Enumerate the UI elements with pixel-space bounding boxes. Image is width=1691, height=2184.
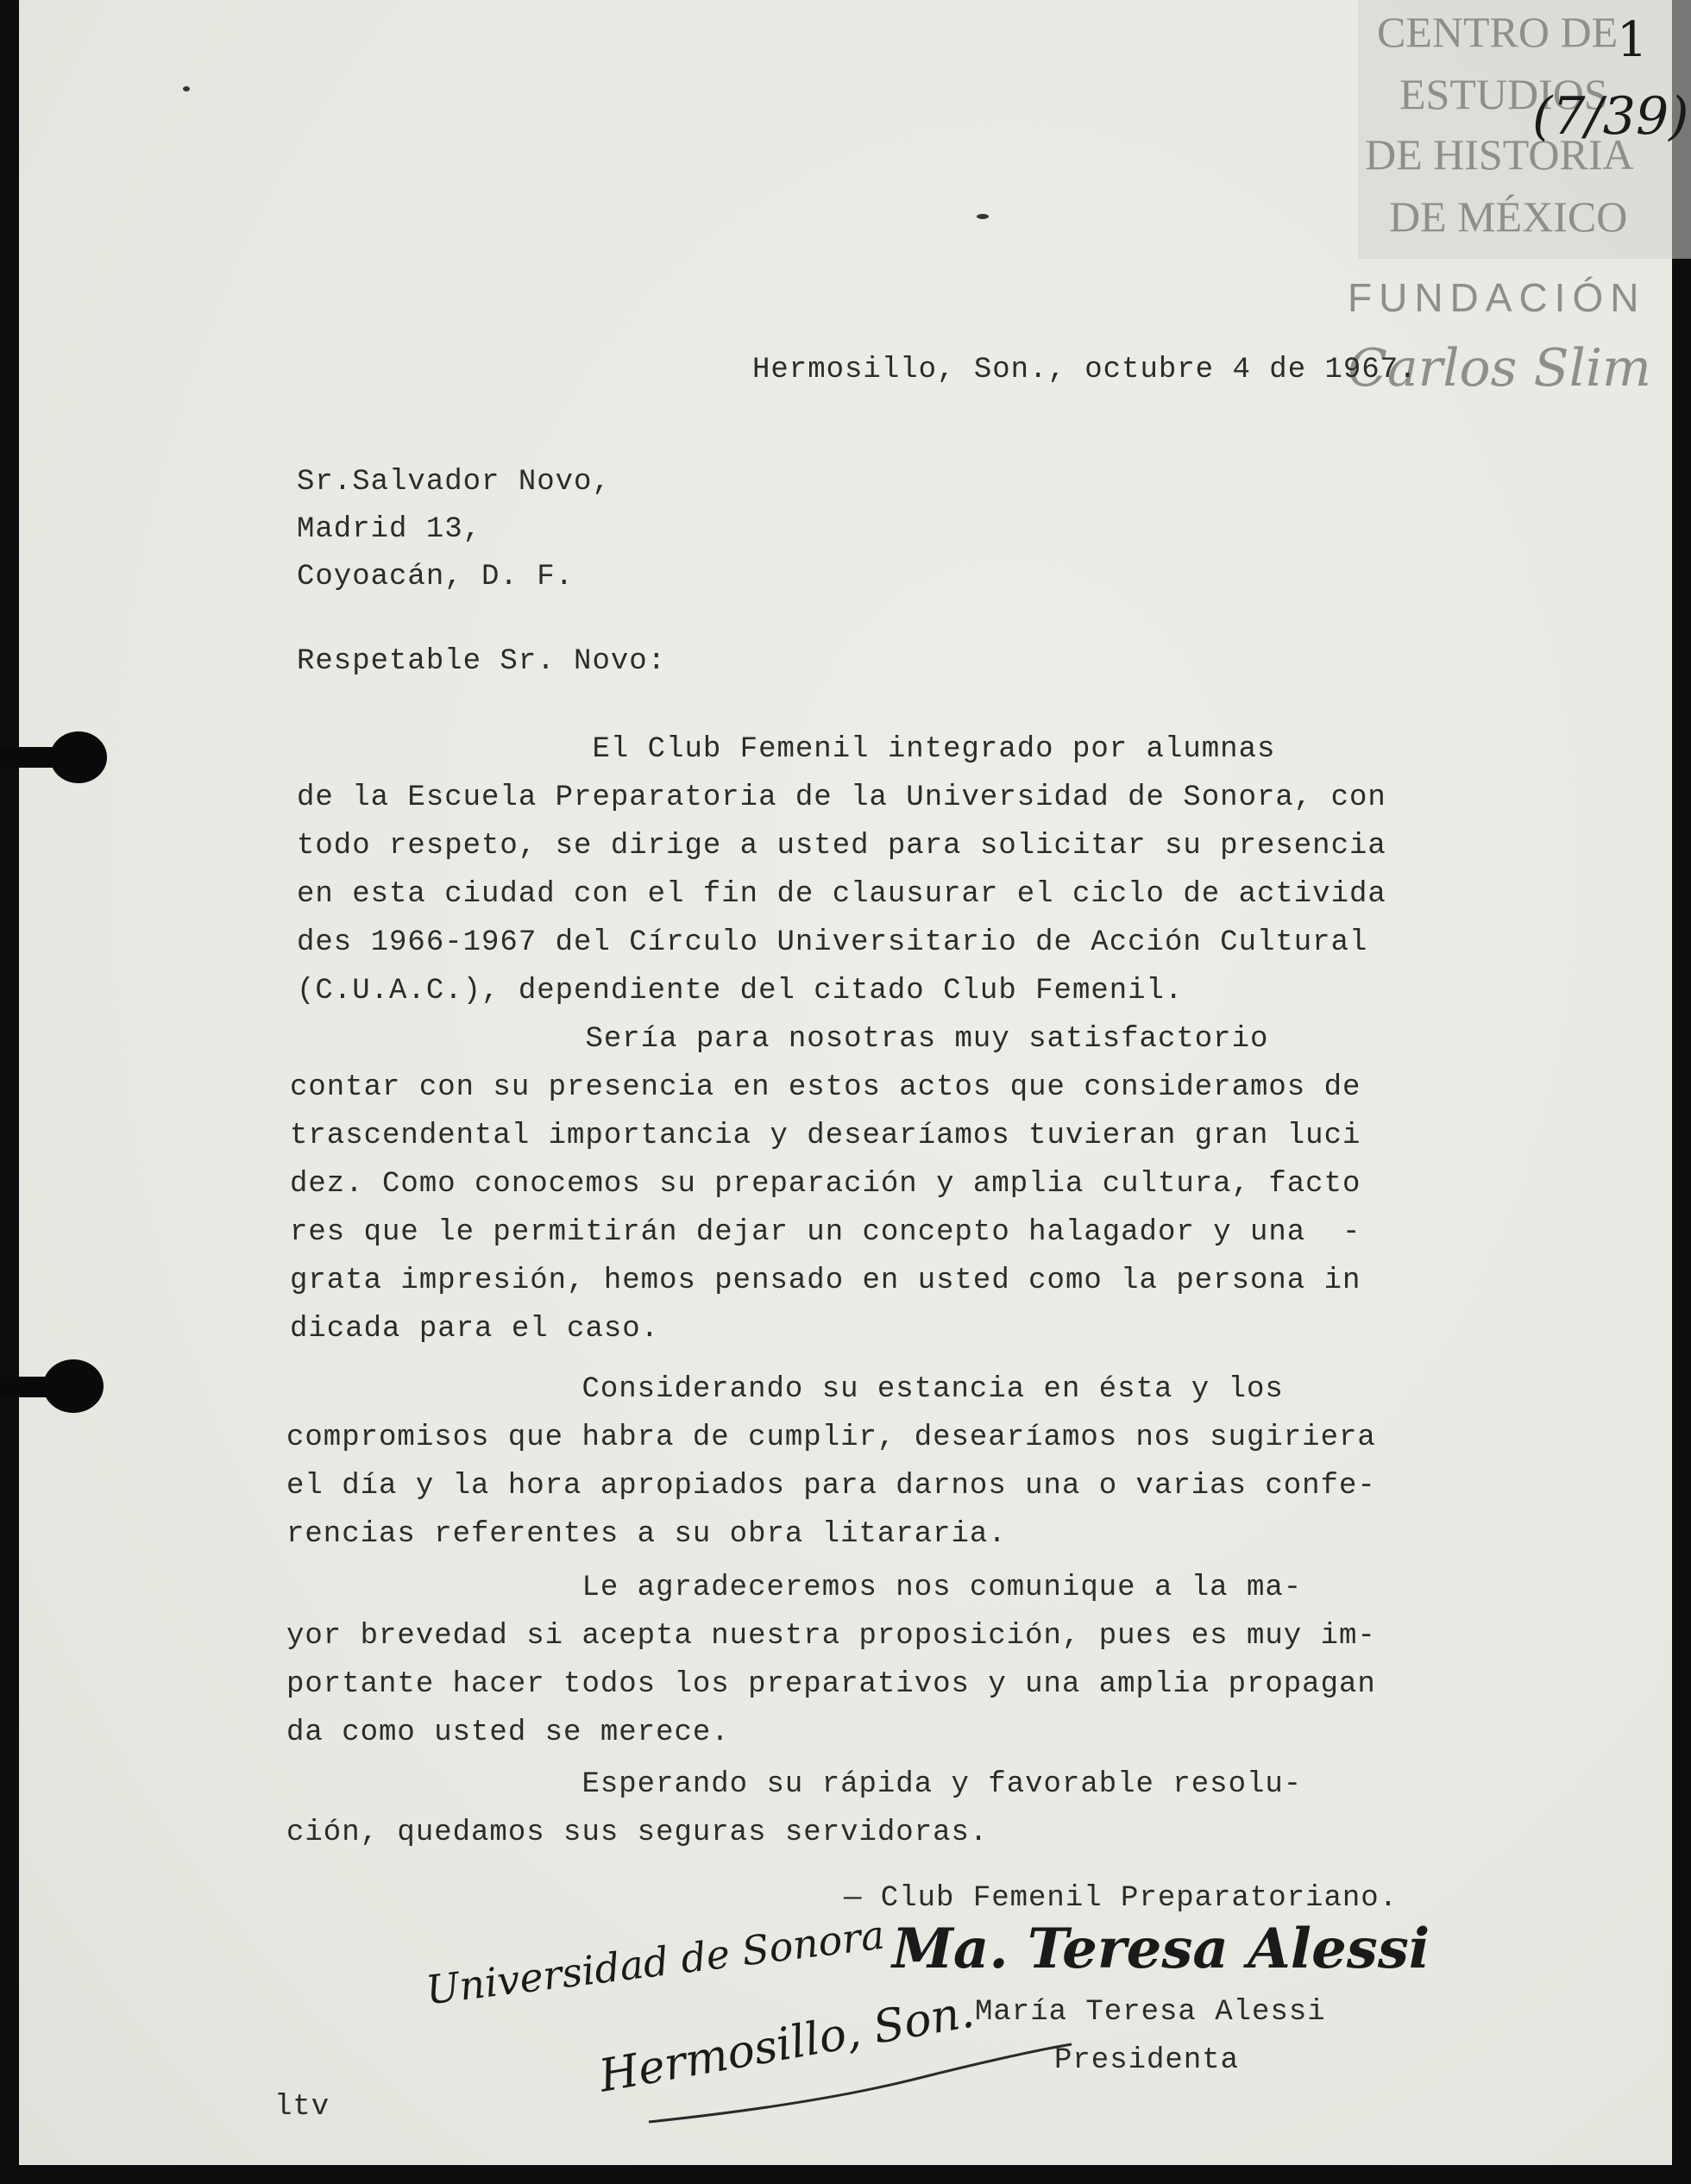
- body-line: trascendental importancia y desearíamos tuvieran gran luci: [290, 1120, 1361, 1152]
- folio-number: (7/39): [1532, 86, 1689, 147]
- body-line: res que le permitirán dejar un concepto halagador y una -: [290, 1216, 1361, 1249]
- body-line: rencias referentes a su obra litararia.: [286, 1518, 1007, 1551]
- stamp-line-2: ESTUDIOS: [1399, 70, 1608, 118]
- body-line: compromisos que habra de cumplir, desearíamos nos sugiriera: [286, 1421, 1376, 1454]
- salutation: Respetable Sr. Novo:: [297, 645, 667, 678]
- body-line: el día y la hora apropiados para darnos una o varias confe-: [286, 1470, 1376, 1503]
- body-line: des 1966-1967 del Círculo Universitario de Acción Cultural: [297, 926, 1368, 959]
- body-line: Considerando su estancia en ésta y los: [286, 1373, 1284, 1406]
- letter-page: [19, 0, 1689, 2165]
- body-line: grata impresión, hemos pensado en usted como la persona in: [290, 1265, 1361, 1297]
- stamp-signature: Carlos Slim: [1348, 338, 1651, 399]
- body-line: en esta ciudad con el fin de clausurar el ciclo de activida: [297, 878, 1386, 911]
- typist-initials: ltv: [274, 2091, 330, 2124]
- closing-org: — Club Femenil Preparatoriano.: [844, 1882, 1399, 1915]
- body-line: contar con su presencia en estos actos que consideramos de: [290, 1071, 1361, 1104]
- punch-hole-tab: [0, 747, 60, 768]
- body-line: Sería para nosotras muy satisfactorio: [290, 1023, 1269, 1056]
- body-line: ción, quedamos sus seguras servidoras.: [286, 1817, 989, 1849]
- body-line: todo respeto, se dirige a usted para solicitar su presencia: [297, 830, 1386, 863]
- recipient-street: Madrid 13,: [297, 513, 482, 546]
- body-line: El Club Femenil integrado por alumnas: [297, 733, 1276, 766]
- body-line: Le agradeceremos nos comunique a la ma-: [286, 1572, 1303, 1604]
- handwritten-underline-stroke: [640, 2036, 1089, 2131]
- body-line: Esperando su rápida y favorable resolu-: [286, 1768, 1303, 1801]
- handwritten-signature: Ma. Teresa Alessi: [892, 1917, 1430, 1981]
- stamp-line-3: DE HISTORIA: [1365, 130, 1634, 179]
- stamp-line-1: CENTRO DE: [1377, 8, 1619, 56]
- stamp-line-4: DE MÉXICO: [1389, 192, 1628, 241]
- handwritten-note-university: Universidad de Sonora: [423, 1911, 888, 2014]
- body-line: (C.U.A.C.), dependiente del citado Club Femenil.: [297, 975, 1184, 1007]
- signer-title: Presidenta: [1054, 2044, 1240, 2077]
- handwritten-note-city: Hermosillo, Son.: [595, 1986, 978, 2103]
- body-line: portante hacer todos los preparativos y una amplia propagan: [286, 1668, 1376, 1701]
- ink-speck: [977, 214, 989, 219]
- recipient-city: Coyoacán, D. F.: [297, 561, 575, 593]
- body-line: dicada para el caso.: [290, 1313, 660, 1346]
- body-line: da como usted se merece.: [286, 1716, 730, 1749]
- place-date: Hermosillo, Son., octubre 4 de 1967.: [752, 354, 1418, 386]
- punch-hole-tab: [0, 1377, 55, 1397]
- page-number: 1: [1617, 12, 1648, 68]
- signer-name: María Teresa Alessi: [975, 1996, 1326, 2029]
- recipient-name: Sr.Salvador Novo,: [297, 466, 611, 499]
- body-line: de la Escuela Preparatoria de la Universidad de Sonora, con: [297, 781, 1386, 814]
- body-line: yor brevedad si acepta nuestra proposición, pues es muy im-: [286, 1620, 1376, 1653]
- stamp-fundacion: FUNDACIÓN: [1348, 275, 1646, 320]
- ink-speck: [183, 86, 190, 91]
- body-line: dez. Como conocemos su preparación y amplia cultura, facto: [290, 1168, 1361, 1201]
